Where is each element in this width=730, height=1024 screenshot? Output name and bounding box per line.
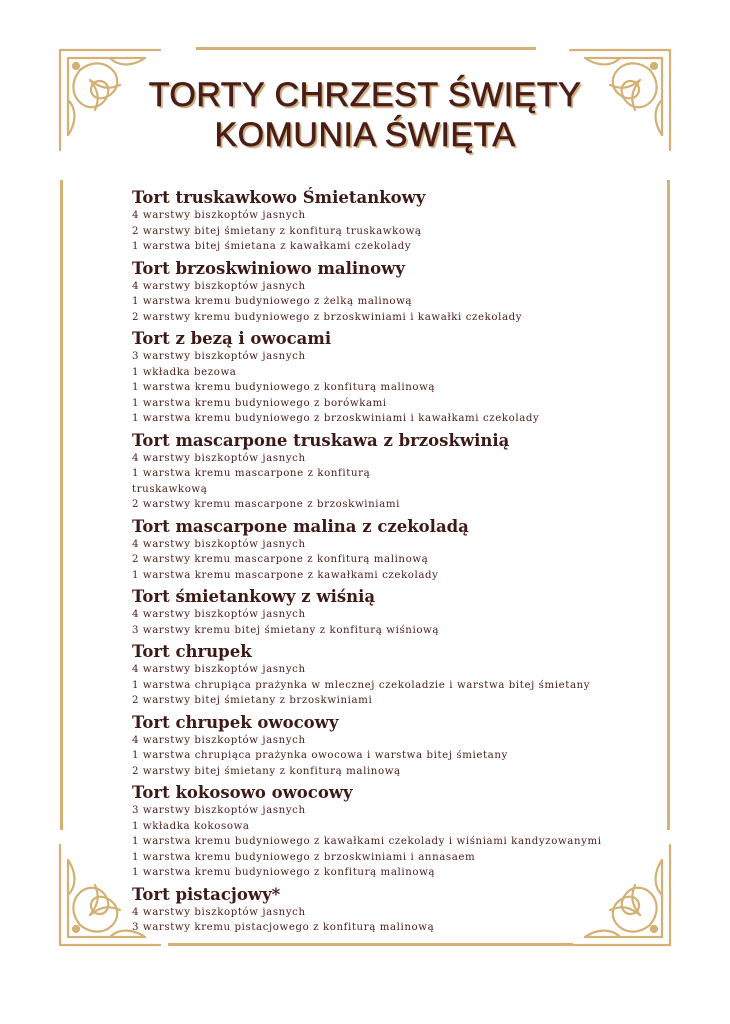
cake-layer: 1 warstwa kremu budyniowego z konfiturą malinową bbox=[132, 867, 436, 878]
cake-layer: 1 warstwa kremu mascarpone z kawałkami czekolady bbox=[132, 569, 439, 581]
cake-layer: 4 warstwy biszkoptów jasnych bbox=[132, 609, 306, 620]
cake-item bbox=[132, 329, 632, 427]
frame-line-right bbox=[667, 180, 670, 830]
cake-layer: 3 warstwy biszkoptów jasnych bbox=[132, 805, 306, 816]
cake-list bbox=[132, 188, 632, 940]
cake-item bbox=[132, 431, 632, 513]
cake-item bbox=[132, 517, 632, 584]
cake-layers bbox=[132, 279, 632, 326]
cake-layers bbox=[132, 349, 632, 427]
cake-layer: 2 warstwy bitej śmietany z brzoskwiniami bbox=[132, 695, 373, 706]
frame-line-top bbox=[196, 47, 536, 50]
cake-layer: 3 warstwy kremu pistacjowego z konfiturą malinową bbox=[132, 922, 435, 933]
cake-layers bbox=[132, 803, 632, 881]
cake-layer: 1 warstwa kremu budyniowego z brzoskwiniami i annasaem bbox=[132, 851, 476, 863]
cake-layer: 1 wkładka kokosowa bbox=[132, 820, 250, 832]
cake-layer: 2 warstwy kremu mascarpone z brzoskwiniami bbox=[132, 499, 400, 510]
cake-item bbox=[132, 783, 632, 881]
page-title bbox=[0, 75, 730, 155]
cake-name: Tort kokosowo owocowy bbox=[132, 783, 353, 802]
cake-layers bbox=[132, 607, 632, 638]
cake-item bbox=[132, 587, 632, 638]
cake-layer: 4 warstwy biszkoptów jasnych bbox=[132, 280, 306, 292]
cake-layer: 2 warstwy bitej śmietany z konfiturą truskawkową bbox=[132, 225, 422, 237]
cake-name: Tort truskawkowo Śmietankowy bbox=[132, 188, 426, 207]
cake-name: Tort z bezą i owocami bbox=[132, 329, 332, 348]
frame-line-bottom bbox=[168, 943, 573, 946]
cake-layers bbox=[132, 905, 632, 936]
cake-layer: 4 warstwy biszkoptów jasnych bbox=[132, 734, 306, 746]
frame-line-left bbox=[60, 180, 63, 830]
cake-name: Tort chrupek bbox=[132, 642, 252, 661]
cake-layers bbox=[132, 733, 632, 780]
cake-item bbox=[132, 885, 632, 936]
cake-layer: 1 warstwa bitej śmietana z kawałkami czekolady bbox=[132, 241, 412, 252]
cake-layer: 2 warstwy bitej śmietany z konfiturą malinową bbox=[132, 765, 401, 777]
cake-layers bbox=[132, 451, 632, 513]
cake-name: Tort pistacjowy* bbox=[132, 884, 281, 904]
cake-name: Tort mascarpone malina z czekoladą bbox=[132, 516, 469, 536]
cake-layer: 4 warstwy biszkoptów jasnych bbox=[132, 664, 306, 675]
cake-layer: 1 warstwa chrupiąca prażynka owocowa i warstwa bitej śmietany bbox=[132, 750, 508, 761]
cake-layer: 1 warstwa kremu budyniowego z konfiturą malinową bbox=[132, 382, 436, 393]
cake-layer: 1 warstwa kremu budyniowego z borówkami bbox=[132, 397, 387, 409]
cake-layer: 3 warstwy kremu bitej śmietany z konfiturą wiśniową bbox=[132, 624, 440, 636]
cake-layer: truskawkową bbox=[132, 483, 208, 495]
cake-layers bbox=[132, 662, 632, 709]
cake-layer: 4 warstwy biszkoptów jasnych bbox=[132, 210, 306, 221]
cake-item bbox=[132, 642, 632, 709]
cake-name: Tort chrupek owocowy bbox=[132, 712, 339, 732]
cake-layer: 1 warstwa kremu budyniowego z brzoskwiniami i kawałkami czekolady bbox=[132, 413, 540, 424]
cake-layer: 2 warstwy kremu mascarpone z konfiturą malinową bbox=[132, 554, 429, 565]
cake-item bbox=[132, 259, 632, 326]
cake-layer: 1 wkładka bezowa bbox=[132, 366, 237, 378]
cake-layers bbox=[132, 537, 632, 584]
cake-item bbox=[132, 188, 632, 255]
cake-layer: 1 warstwa kremu mascarpone z konfiturą bbox=[132, 468, 371, 479]
cake-name: Tort śmietankowy z wiśnią bbox=[132, 587, 376, 606]
cake-layer: 3 warstwy biszkoptów jasnych bbox=[132, 351, 306, 362]
cake-name: Tort brzoskwiniowo malinowy bbox=[132, 258, 405, 278]
cake-layer: 4 warstwy biszkoptów jasnych bbox=[132, 538, 306, 550]
cake-layer: 4 warstwy biszkoptów jasnych bbox=[132, 906, 306, 918]
cake-layer: 2 warstwy kremu budyniowego z brzoskwiniami i kawałki czekolady bbox=[132, 311, 523, 323]
title-line-2: KOMUNIA ŚWIĘTA bbox=[214, 116, 516, 154]
cake-layer: 4 warstwy biszkoptów jasnych bbox=[132, 452, 306, 464]
cake-item bbox=[132, 713, 632, 780]
title-line-1: TORTY CHRZEST ŚWIĘTY bbox=[148, 76, 582, 114]
cake-layer: 1 warstwa chrupiąca prażynka w mlecznej czekoladzie i warstwa bitej śmietany bbox=[132, 679, 591, 691]
cake-layer: 1 warstwa kremu budyniowego z żelką malinową bbox=[132, 296, 413, 307]
cake-name: Tort mascarpone truskawa z brzoskwinią bbox=[132, 430, 510, 450]
cake-layers bbox=[132, 208, 632, 255]
cake-layer: 1 warstwa kremu budyniowego z kawałkami czekolady i wiśniami kandyzowanymi bbox=[132, 836, 602, 847]
